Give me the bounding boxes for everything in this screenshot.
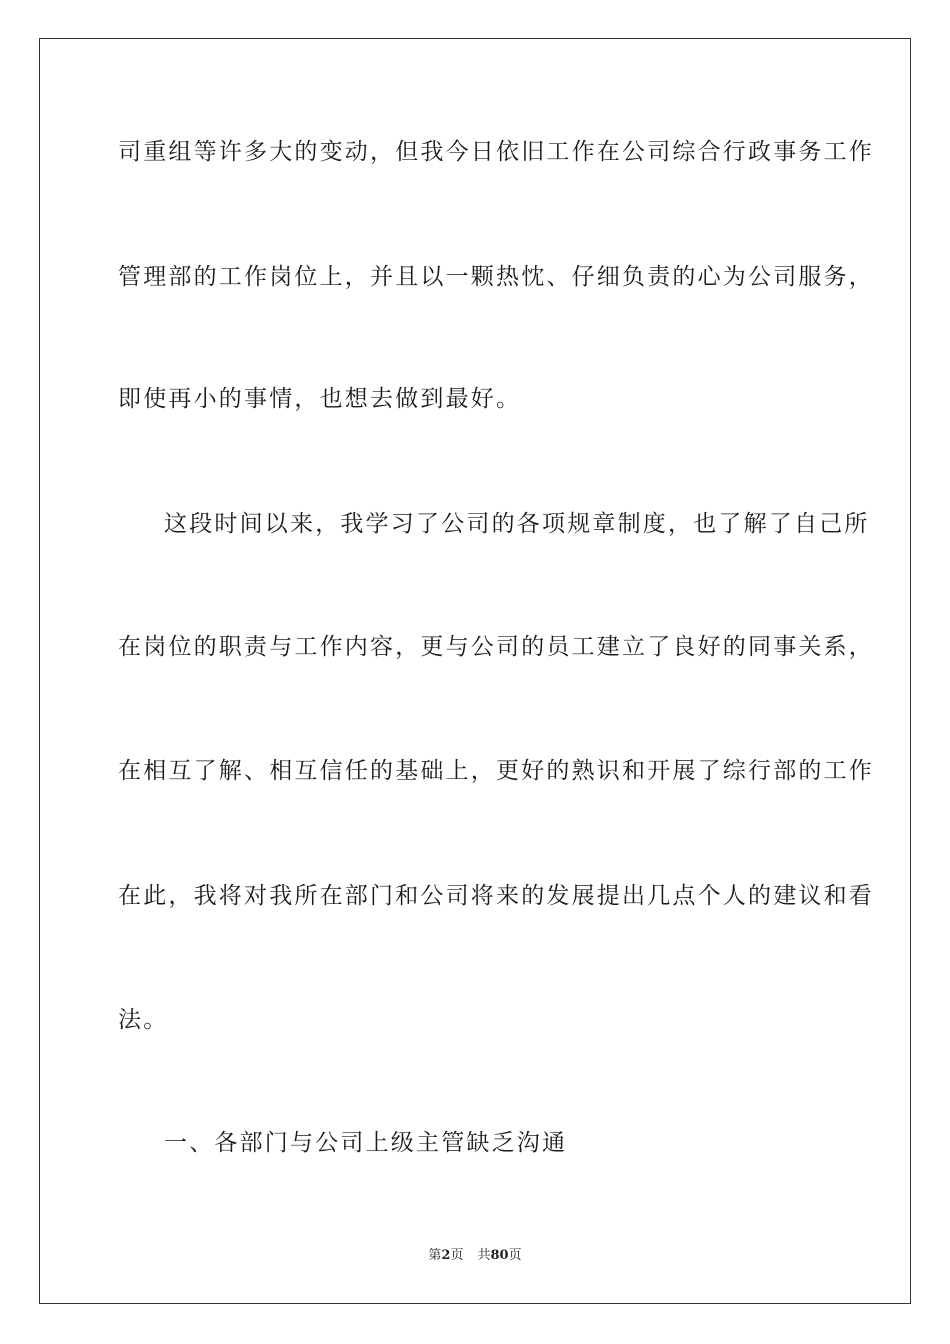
section-heading: 一、各部门与公司上级主管缺乏沟通 xyxy=(164,1130,568,1156)
total-pages: 80 xyxy=(490,1248,509,1263)
page-suffix: 页 xyxy=(450,1248,464,1263)
page-footer xyxy=(0,1247,950,1265)
body-line-7: 在此，我将对我所在部门和公司将来的发展提出几点个人的建议和看 xyxy=(118,883,874,909)
page-border xyxy=(39,38,911,1304)
body-line-5: 在岗位的职责与工作内容，更与公司的员工建立了良好的同事关系， xyxy=(118,634,874,660)
body-line-8: 法。 xyxy=(118,1007,169,1033)
paragraph-start-line: 这段时间以来，我学习了公司的各项规章制度，也了解了自己所 xyxy=(164,511,870,537)
page-number: 2 xyxy=(441,1248,451,1263)
page-prefix: 第 xyxy=(428,1248,442,1263)
body-line-3: 即使再小的事情，也想去做到最好。 xyxy=(118,386,522,412)
body-line-1: 司重组等许多大的变动，但我今日依旧工作在公司综合行政事务工作 xyxy=(118,139,874,165)
body-line-6: 在相互了解、相互信任的基础上，更好的熟识和开展了综行部的工作 xyxy=(118,758,874,784)
total-suffix: 页 xyxy=(508,1248,522,1263)
body-line-2: 管理部的工作岗位上，并且以一颗热忱、仔细负责的心为公司服务， xyxy=(118,264,874,290)
total-prefix: 共 xyxy=(477,1248,491,1263)
